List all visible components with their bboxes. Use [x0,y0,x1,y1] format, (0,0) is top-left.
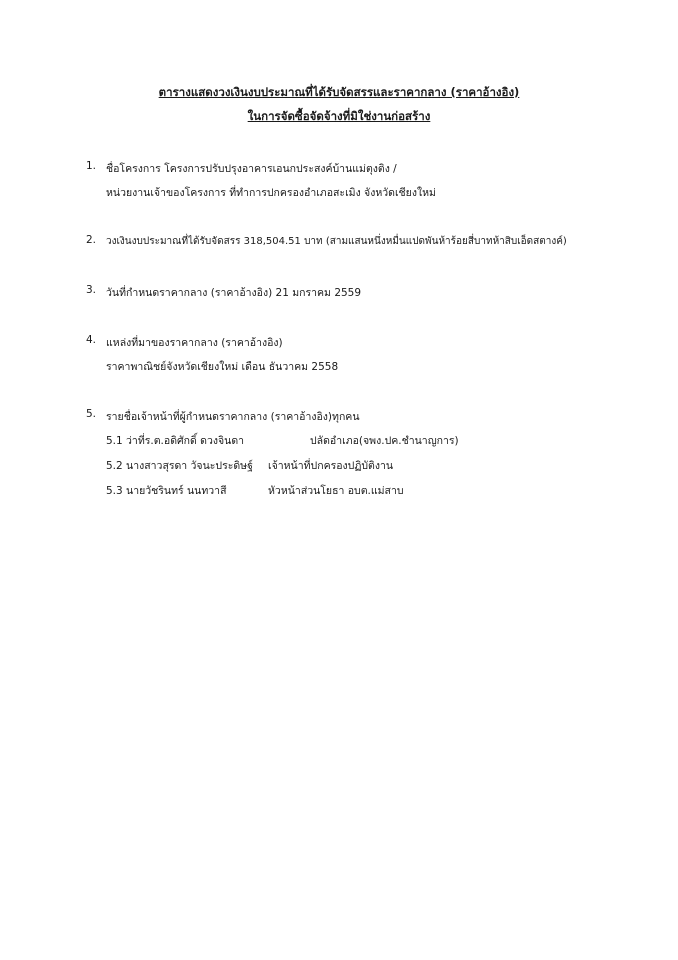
committee-member-2-name: 5.2 นางสาวสุรดา วัจนะประดิษฐ์ [106,460,253,472]
item-3-price-date: วันที่กำหนดราคากลาง (ราคาอ้างอิง) 21 มกราคม 2559 [106,287,362,299]
item-1-owner-agency: หน่วยงานเจ้าของโครงการ ที่ทำการปกครองอำเภอสะเมิง จังหวัดเชียงใหม่ [106,187,436,199]
item-4-number: 4. [86,334,97,346]
item-4-price-source: ราคาพาณิชย์จังหวัดเชียงใหม่ เดือน ธันวาคม 2558 [106,361,339,373]
item-1-number: 1. [86,160,97,172]
item-1-project-name: ชื่อโครงการ โครงการปรับปรุงอาคารเอนกประสงค์บ้านแม่ตุงติง / [106,163,397,175]
item-3-number: 3. [86,284,97,296]
committee-member-1-name: 5.1 ว่าที่ร.ต.อดิศักดิ์ ดวงจินดา [106,435,245,447]
document-title: ตารางแสดงวงเงินงบประมาณที่ได้รับจัดสรรและราคากลาง (ราคาอ้างอิง) [158,85,520,99]
item-5-number: 5. [86,408,97,420]
committee-member-2-role: เจ้าหน้าที่ปกครองปฏิบัติงาน [268,460,394,472]
committee-member-1-role: ปลัดอำเภอ(จพง.ปค.ชำนาญการ) [310,435,459,447]
committee-member-3-role: หัวหน้าส่วนโยธา อบต.แม่สาบ [268,485,404,497]
document-subtitle: ในการจัดซื้อจัดจ้างที่มิใช่งานก่อสร้าง [247,109,431,123]
item-2-budget: วงเงินงบประมาณที่ได้รับจัดสรร 318,504.51 บาท (สามแสนหนึ่งหมื่นแปดพันห้าร้อยสี่บาทห้าสิบเอ็ดสตางค์) [106,236,567,247]
committee-member-3-name: 5.3 นายวัชรินทร์ นนทวาสี [106,485,227,497]
item-5-committee-label: รายชื่อเจ้าหน้าที่ผู้กำหนดราคากลาง (ราคาอ้างอิง)ทุกคน [106,411,360,423]
item-2-number: 2. [86,234,97,246]
item-4-price-source-label: แหล่งที่มาของราคากลาง (ราคาอ้างอิง) [106,337,283,349]
